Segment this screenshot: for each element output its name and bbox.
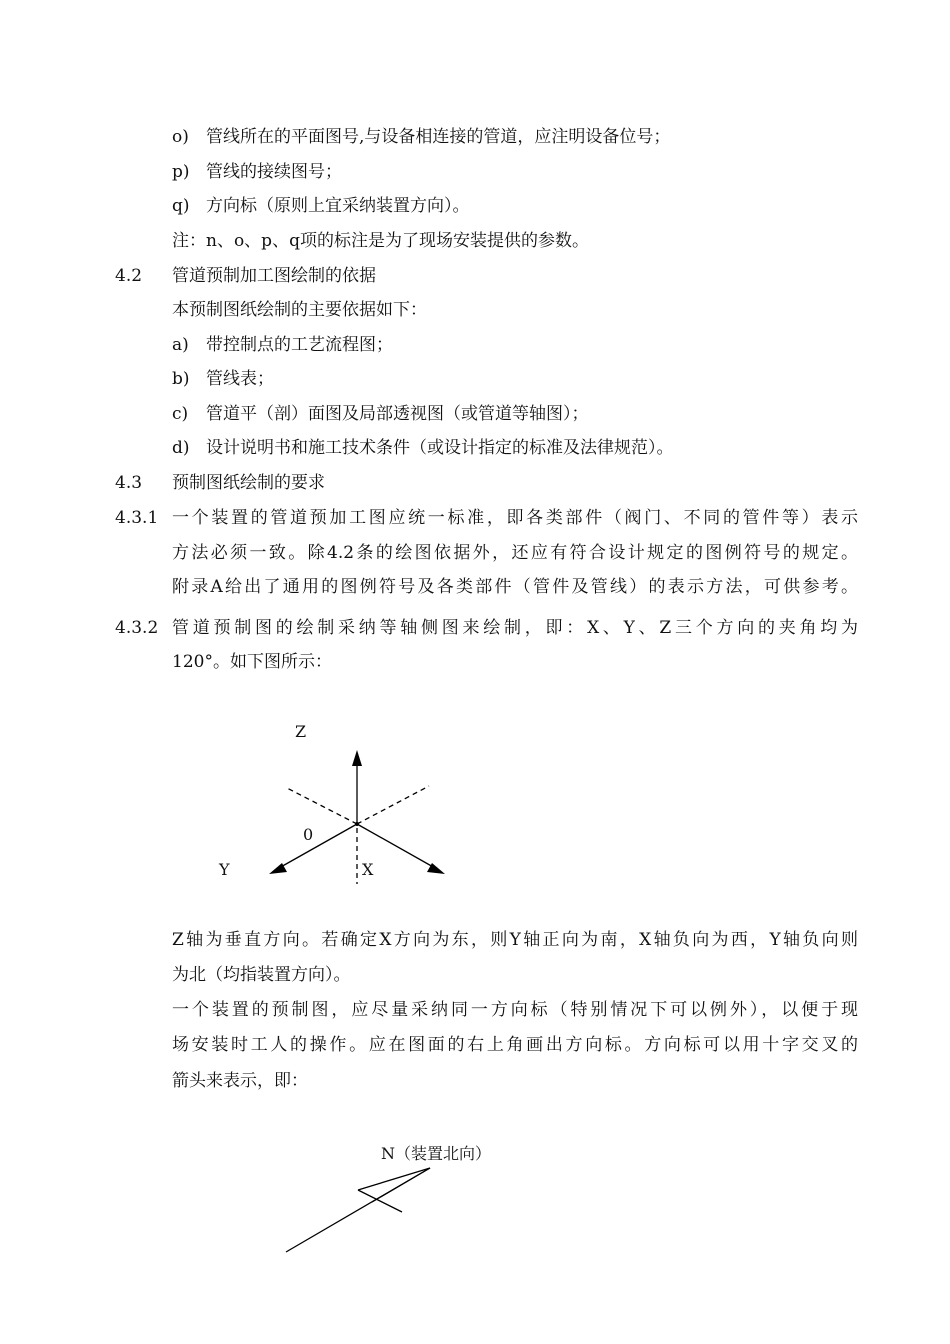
paragraph-4-3-1-line-1: 一个装置的管道预加工图应统一标准，即各类部件（阀门、不同的管件等）表示 xyxy=(172,508,858,528)
paragraph-4-3-2-line-1: 管道预制图的绘制采纳等轴侧图来绘制，即：X、Y、Z三个方向的夹角均为 xyxy=(172,618,858,638)
z-axis-label: Z xyxy=(295,722,307,741)
paragraph-direction-line-3: 箭头来表示，即： xyxy=(172,1071,308,1091)
north-arrow-label: N（装置北向） xyxy=(381,1144,492,1163)
list-item-d: 设计说明书和施工技术条件（或设计指定的标准及法律规范）。 xyxy=(206,438,674,458)
north-arrow-cross-line xyxy=(358,1190,402,1212)
section-title-4-3: 预制图纸绘制的要求 xyxy=(172,473,325,493)
paragraph-direction-line-2: 场安装时工人的操作。应在图面的右上角画出方向标。方向标可以用十字交叉的 xyxy=(172,1035,858,1055)
section-number-4-2: 4.2 xyxy=(115,266,143,286)
paragraph-axes-line-2: 为北（均指装置方向）。 xyxy=(172,965,351,985)
north-arrow-head-upper xyxy=(358,1168,430,1190)
list-item-a: 带控制点的工艺流程图； xyxy=(206,335,393,355)
paragraph-direction-line-1: 一个装置的预制图，应尽量采纳同一方向标（特别情况下可以例外），以便于现 xyxy=(172,1000,858,1020)
list-item-q: 方向标（原则上宜采纳装置方向）。 xyxy=(206,196,470,216)
list-marker-q: q) xyxy=(172,196,190,216)
section-number-4-3-1: 4.3.1 xyxy=(115,508,159,528)
section-title-4-2: 管道预制加工图绘制的依据 xyxy=(172,266,376,286)
north-arrow-head-lower xyxy=(372,1168,430,1202)
list-marker-b: b) xyxy=(172,369,190,389)
origin-label: 0 xyxy=(303,825,314,844)
list-item-p: 管线的接续图号； xyxy=(206,162,342,182)
x-axis-label: X xyxy=(362,860,374,879)
y-axis-label: Y xyxy=(219,860,230,879)
list-item-c: 管道平（剖）面图及局部透视图（或管道等轴图）； xyxy=(206,404,589,424)
list-marker-c: c) xyxy=(172,404,189,424)
list-item-o: 管线所在的平面图号,与设备相连接的管道，应注明设备位号； xyxy=(206,127,671,147)
note-text: 注：n、o、p、q项的标注是为了现场安装提供的参数。 xyxy=(172,231,589,251)
section-intro-4-2: 本预制图纸绘制的主要依据如下： xyxy=(172,300,427,320)
paragraph-axes-line-1: Z轴为垂直方向。若确定X方向为东，则Y轴正向为南，X轴负向为西，Y轴负向则 xyxy=(172,930,858,950)
list-marker-p: p) xyxy=(172,162,190,182)
list-marker-a: a) xyxy=(172,335,189,355)
section-number-4-3-2: 4.3.2 xyxy=(115,618,159,638)
paragraph-4-3-2-line-2: 120°。如下图所示： xyxy=(172,652,332,672)
list-item-b: 管线表； xyxy=(206,369,274,389)
paragraph-4-3-1-line-2: 方法必须一致。除4.2条的绘图依据外，还应有符合设计规定的图例符号的规定。 xyxy=(172,543,858,563)
section-number-4-3: 4.3 xyxy=(115,473,143,493)
paragraph-4-3-1-line-3: 附录A给出了通用的图例符号及各类部件（管件及管线）的表示方法，可供参考。 xyxy=(172,577,858,597)
list-marker-o: o) xyxy=(172,127,189,147)
list-marker-d: d) xyxy=(172,438,190,458)
